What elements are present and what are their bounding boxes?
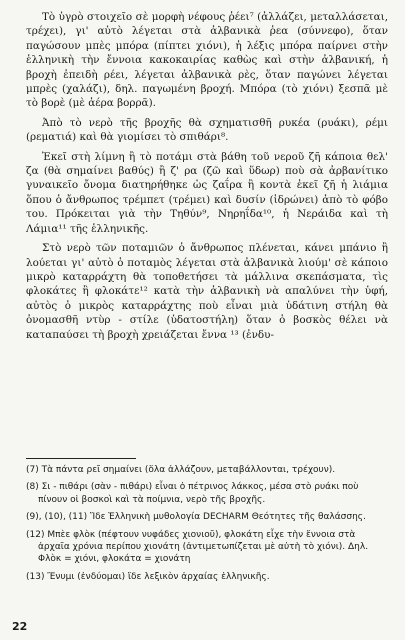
paragraph-4: Στὸ νερὸ τῶν ποταμιῶν ὁ ἄνθρωπος πλένεται, κάνει μπάνιο ἢ λούεται γι' αὐτὸ ὁ ποταμὸς λέγεται στὰ ἀλβανικὰ λιούμ' σὲ κάποιο μικρὸ καταρράχτη θὰ τοποθετήσει τὰ μάλλινα σκεπάσματα, τὶς φλοκάτες ἢ φλοκάτε¹² κατὰ τὴν ἀλβανικὴ νὰ απαλύνει τὴν ὑφή, αὐτὸς ὁ μικρὸς καταρράχτης ποὺ εἶναι μιὰ ὑδάτινη στήλη θὰ ὀνομασθῆ ντὺρ - στίλε (ὑδατοστήλη) ὅταν ὁ βοσκὸς θέλει νὰ καταπαύσει τὴ βροχὴ χρειάζεται ἔννα ¹³ (ἐνδυ- xyxy=(26,242,388,341)
footnote-13: (13) Ἔνυμι (ἐνδύομαι) ἴδε λεξικὸν ἀρχαίας ἑλληνικῆς. xyxy=(26,571,270,582)
main-text xyxy=(26,10,388,347)
footnote-divider xyxy=(26,458,136,459)
paragraph-2: Ἀπὸ τὸ νερὸ τῆς βροχῆς θὰ σχηματισθῆ ρυκέα (ρυάκι), ρέμι (ρεματιά) καὶ θὰ γιομίσει τὸ σπιθάρι⁸. xyxy=(26,116,388,144)
footnote-8: (8) Σι - πιθάρι (σὰν - πιθάρι) εἶναι ὁ πέτρινος λάκκος, μέσα στὸ ρυάκι ποὺ πίνουν οἱ βοσκοὶ καὶ τὰ ποίμνια, νερὸ τῆς βροχῆς. xyxy=(26,482,359,505)
footnote-9-10-11: (9), (10), (11) Ἴδε Ἑλληνικὴ μυθολογία DECHARM Θεότητες τῆς θαλάσσης. xyxy=(26,512,366,523)
footnotes xyxy=(26,464,388,588)
footnote-7: (7) Τὰ πάντα ρεῖ σημαίνει (ὅλα ἀλλάζουν, μεταβάλλονται, τρέχουν). xyxy=(26,465,336,475)
page-number: 22 xyxy=(12,620,28,633)
paragraph-1: Τὸ ὑγρὸ στοιχεῖο σὲ μορφὴ νέφους ῥέει⁷ (ἀλλάζει, μεταλλάσεται, τρέχει), γι' αὐτὸ λέγεται στὰ ἀλβανικὰ ῥεα (σύννεφο), ὅταν παγώσουν μπὲς μπόρα (πίπτει χιόνι), ἡ λέξις μπόρα παίρνει στὴν ἑλληνικὴ τὴν ἔννοια κακοκαιρίας καθὼς καὶ στὴν ἀλβανική, ἡ βροχὴ ἐπειδὴ ρέει, λέγεται ἀλβανικὰ ρὲς, ὅταν παγώνει λέγεται μπρὲς (χαλάζι), δηλ. παγωμένη βροχή. Μπόρα (τὸ χιόνι) ξεσπᾶ μὲ τὸ βορὲ (μὲ ἀέρα βορρᾶ). xyxy=(26,11,388,110)
paragraph-3: Ἐκεῖ στὴ λίμνη ἢ τὸ ποτάμι στὰ βάθη τοῦ νεροῦ ζῆ κάποια θελ' ζα (θὰ σημαίνει βαθύς) ἢ ζ' ρα (ζῶ καὶ ὕδωρ) ποὺ σὰ ἀρβανίτικο γυναικεῖο ὄνομα διατηρήθηκε ὡς ζαΐρα ἢ κοντὰ ἐκεῖ ζῆ ἡ λιάμια ὅπου ὁ ἄνθρωπος τρέμπετ (τρέμει) καὶ δυσίν (ἱδρώνει) ἀπὸ τὸ φόβο του. Πρόκειται γιὰ τὴν Τηθύν⁹, Νηρηΐδα¹⁰, ἡ Νεράιδα καὶ τὴ Λάμια¹¹ τῆς ἑλληνικῆς. xyxy=(26,150,388,235)
footnote-12: (12) Μπὲε φλὸκ (πέφτουν νυφάδες χιονιοῦ), φλοκάτη εἶχε τὴν ἔννοια στὰ ἀρχαῖα χρόνια περίπου χιονάτη (ἀντιμετωπίζεται μὲ αὐτὴ τὸ χιόνι). Δηλ. Φλὸκ = χιόνι, φλοκάτα = χιονάτη xyxy=(26,529,369,565)
